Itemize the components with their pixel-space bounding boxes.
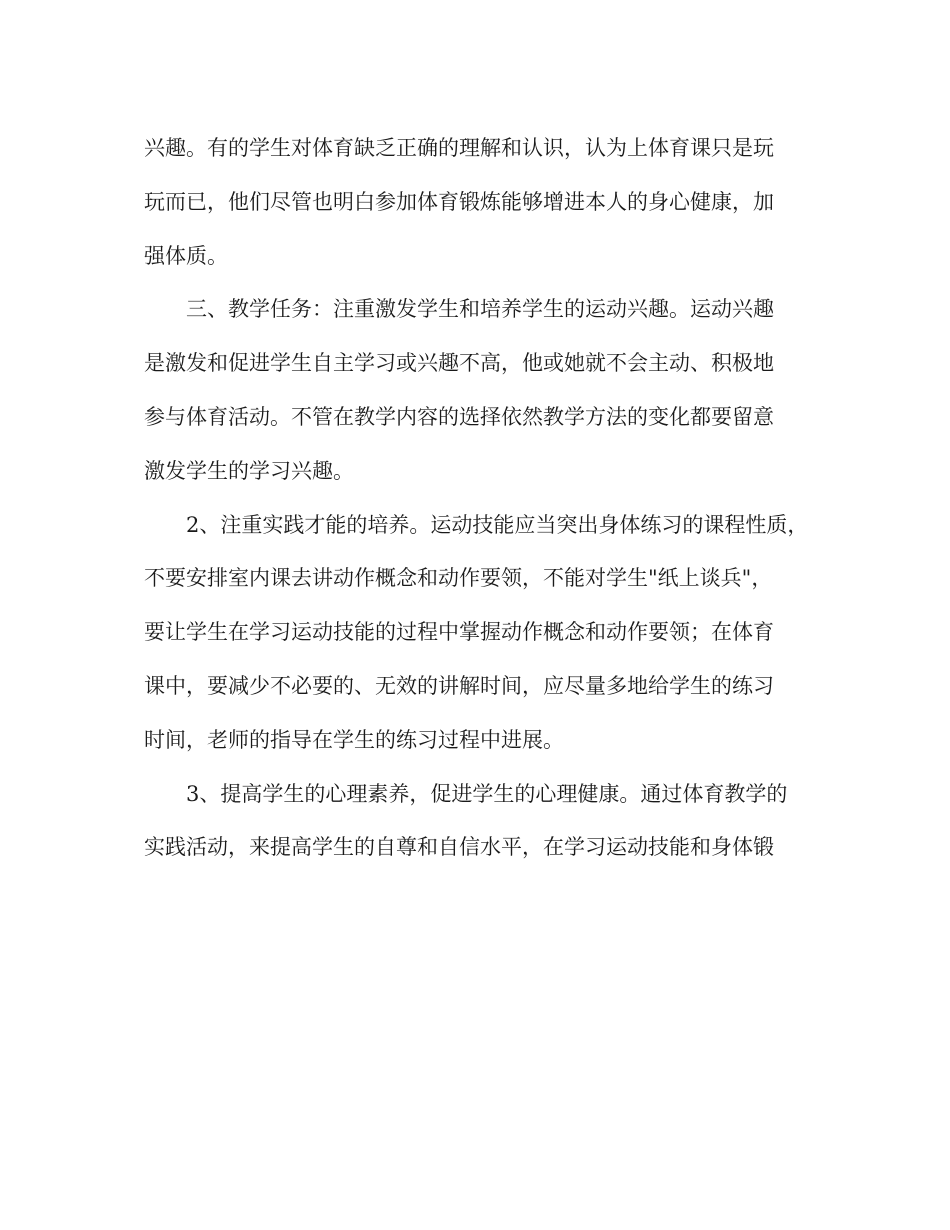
text-line: 3、提高学生的心理素养，促进学生的心理健康。通过体育教学的: [186, 781, 788, 806]
text-line: 不要安排室内课去讲动作概念和动作要领，不能对学生"纸上谈兵"，: [144, 566, 773, 591]
text-line: 课中，要减少不必要的、无效的讲解时间，应尽量多地给学生的练习: [144, 673, 774, 698]
text-line: 玩而已，他们尽管也明白参加体育锻炼能够增进本人的身心健康，加: [144, 189, 774, 214]
text-line: 时间，老师的指导在学生的练习过程中进展。: [144, 727, 564, 752]
text-line: 实践活动，来提高学生的自尊和自信水平，在学习运动技能和身体锻: [144, 835, 774, 860]
document-body: [144, 122, 824, 875]
text-line: 强体质。: [144, 243, 228, 268]
text-line: 要让学生在学习运动技能的过程中掌握动作概念和动作要领；在体育: [144, 620, 774, 645]
text-line: 2、注重实践才能的培养。运动技能应当突出身体练习的课程性质，: [186, 512, 809, 537]
text-line: 兴趣。有的学生对体育缺乏正确的理解和认识，认为上体育课只是玩: [144, 136, 774, 160]
text-line: 参与体育活动。不管在教学内容的选择依然教学方法的变化都要留意: [144, 404, 774, 429]
text-line: 是激发和促进学生自主学习或兴趣不高，他或她就不会主动、积极地: [144, 351, 774, 376]
text-line: 三、教学任务：注重激发学生和培养学生的运动兴趣。运动兴趣: [186, 297, 774, 322]
text-line: 激发学生的学习兴趣。: [144, 458, 354, 483]
